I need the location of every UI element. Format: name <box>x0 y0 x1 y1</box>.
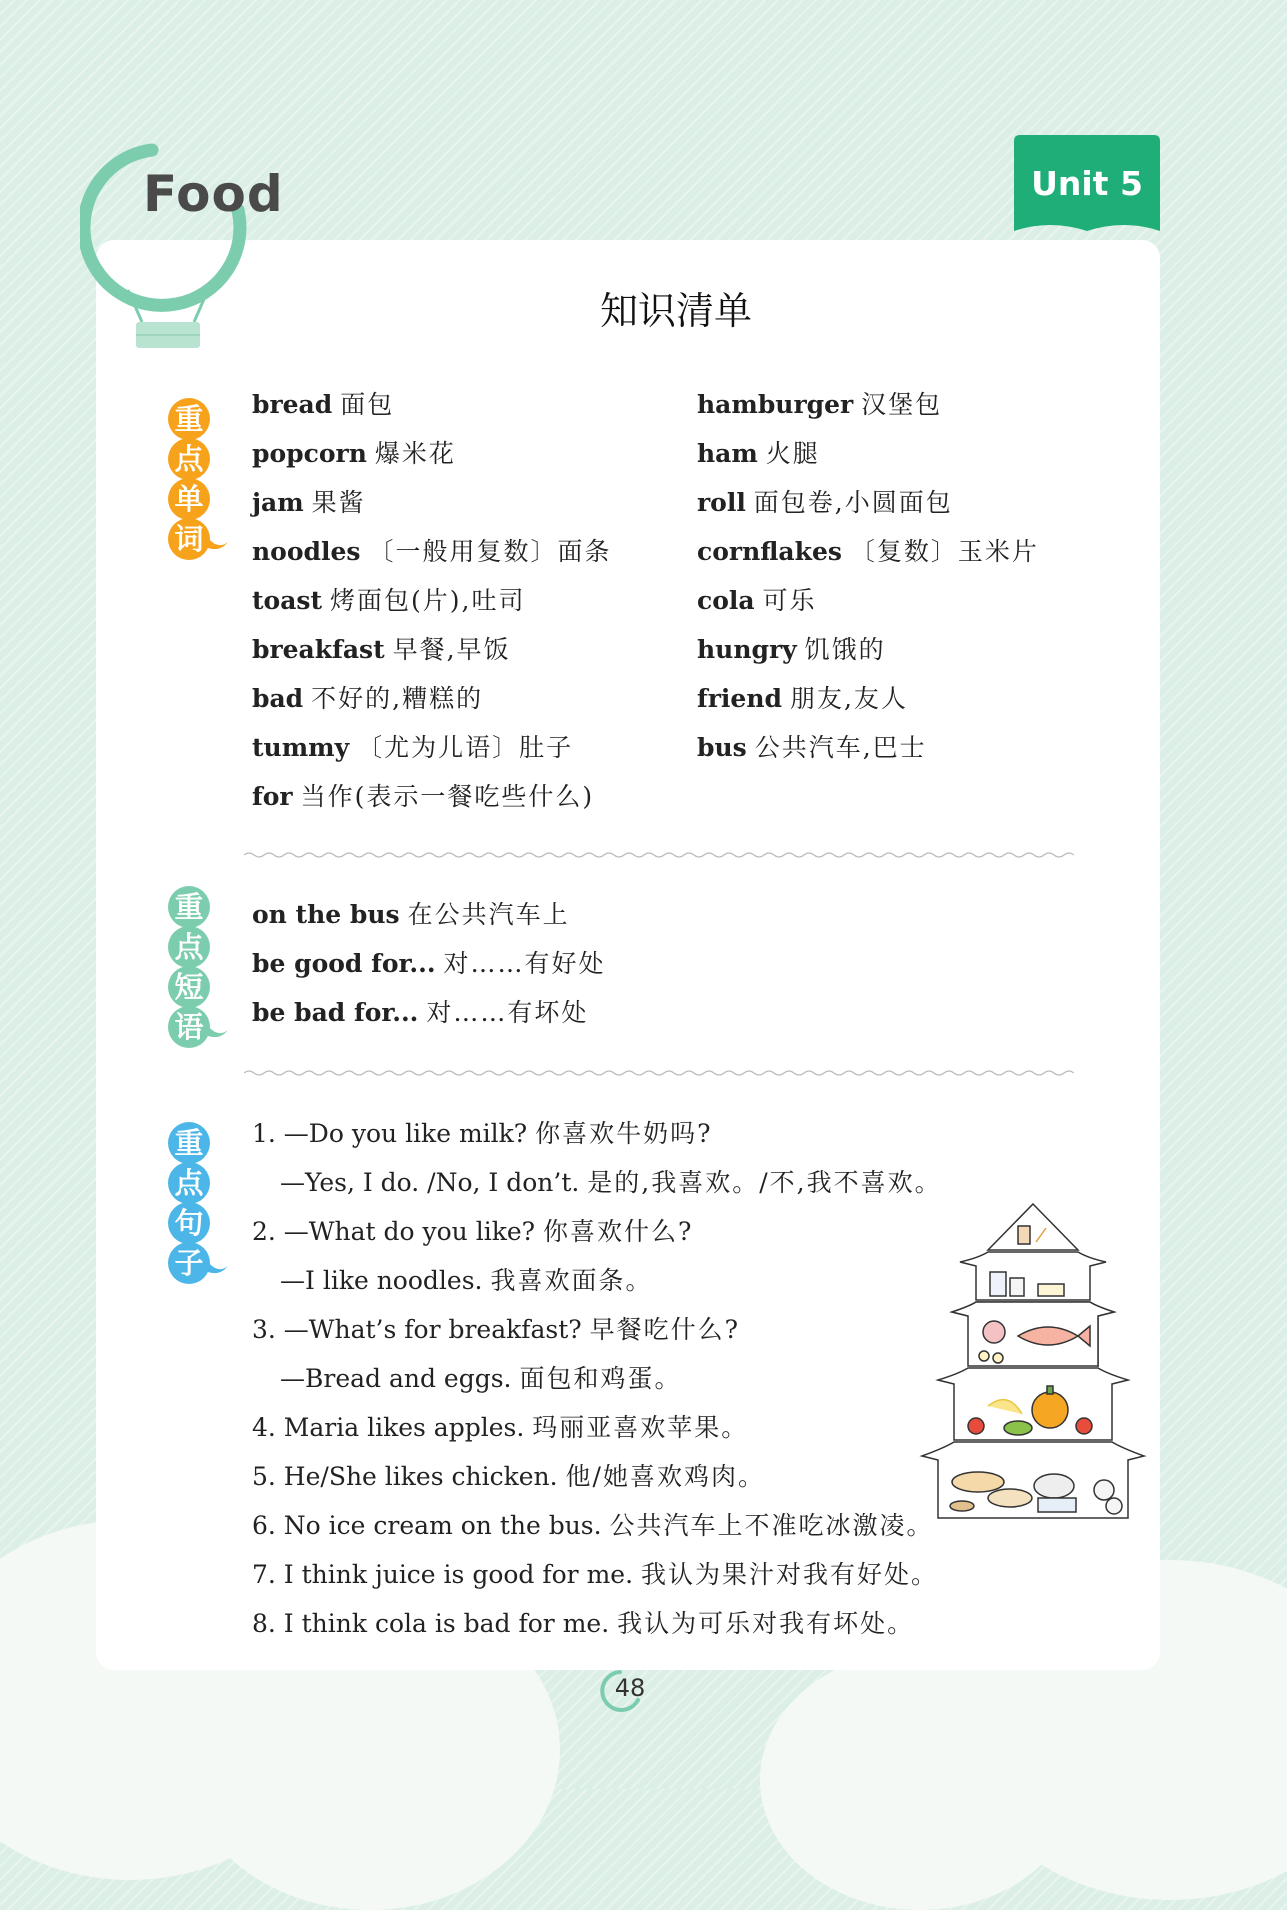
vocab-item <box>252 537 611 567</box>
vocab-zh: 可乐 <box>762 586 817 615</box>
sentence-en: —I like noodles. <box>280 1266 483 1295</box>
sentence-en: 3. —What’s for breakfast? <box>252 1315 582 1344</box>
vocab-en: bread <box>252 390 333 419</box>
vocab-zh: 烤面包(片),吐司 <box>330 586 526 615</box>
phrase-zh: 对……有好处 <box>443 949 606 978</box>
vocab-zh: 〔复数〕玉米片 <box>849 537 1039 566</box>
sentence-line <box>252 1560 938 1590</box>
vocab-en: cola <box>697 586 755 615</box>
sentence-line <box>252 1609 914 1639</box>
phrases-tag <box>168 886 214 1046</box>
vocab-item <box>252 390 394 420</box>
wavy-divider <box>244 851 1074 859</box>
vocabulary-tag <box>168 398 214 558</box>
sentence-line <box>252 1462 765 1492</box>
page-heading: 知识清单 <box>599 289 752 333</box>
vocab-en: roll <box>697 488 746 517</box>
vocab-en: for <box>252 782 293 811</box>
vocab-zh: 汉堡包 <box>861 390 943 419</box>
tag-tail-icon <box>208 1262 228 1276</box>
tag-char: 句 <box>168 1202 210 1244</box>
tag-char: 点 <box>168 1162 210 1204</box>
sentence-zh: 公共汽车上不准吃冰激凌。 <box>609 1511 934 1540</box>
sentence-en: 7. I think juice is good for me. <box>252 1560 634 1589</box>
vocab-en: hamburger <box>697 390 854 419</box>
vocab-zh: 饥饿的 <box>804 635 886 664</box>
vocab-zh: 火腿 <box>765 439 820 468</box>
sentence-line <box>280 1364 681 1394</box>
phrase-en: on the bus <box>252 900 400 929</box>
vocab-zh: 面包卷,小圆面包 <box>753 488 953 517</box>
vocab-item <box>252 684 483 714</box>
page-number: 48 <box>614 1674 646 1702</box>
phrase-item <box>252 998 588 1028</box>
sentence-en: —Yes, I do. /No, I don’t. <box>280 1168 580 1197</box>
sentence-zh: 你喜欢牛奶吗? <box>535 1119 713 1148</box>
sentence-zh: 我认为果汁对我有好处。 <box>640 1560 938 1589</box>
vocab-item <box>697 390 942 420</box>
sentence-zh: 是的,我喜欢。/不,我不喜欢。 <box>587 1168 942 1197</box>
tag-char: 重 <box>168 398 210 440</box>
sentence-en: —Bread and eggs. <box>280 1364 512 1393</box>
vocab-zh: 不好的,糟糕的 <box>311 684 484 713</box>
phrase-zh: 在公共汽车上 <box>407 900 570 929</box>
vocab-en: bad <box>252 684 304 713</box>
vocab-item <box>697 439 820 469</box>
sentence-en: 4. Maria likes apples. <box>252 1413 525 1442</box>
vocab-zh: 果酱 <box>311 488 366 517</box>
tag-char: 点 <box>168 438 210 480</box>
tag-char: 子 <box>168 1242 210 1284</box>
vocab-zh: 爆米花 <box>374 439 456 468</box>
vocab-en: bus <box>697 733 747 762</box>
phrase-item <box>252 949 606 979</box>
sentence-line <box>252 1413 748 1443</box>
sentence-en: 2. —What do you like? <box>252 1217 536 1246</box>
vocab-item <box>697 586 817 616</box>
vocab-zh: 公共汽车,巴士 <box>754 733 927 762</box>
vocab-zh: 〔尤为儿语〕肚子 <box>357 733 574 762</box>
unit-label: Unit 5 <box>1031 164 1143 203</box>
vocab-item <box>252 782 594 812</box>
vocab-en: noodles <box>252 537 361 566</box>
sentence-zh: 早餐吃什么? <box>589 1315 741 1344</box>
sentence-en: 6. No ice cream on the bus. <box>252 1511 602 1540</box>
sentence-line <box>252 1315 740 1345</box>
vocab-item <box>252 733 573 763</box>
vocab-en: tummy <box>252 733 350 762</box>
vocab-en: hungry <box>697 635 797 664</box>
vocab-en: friend <box>697 684 782 713</box>
tag-tail-icon <box>208 538 228 552</box>
sentence-line <box>252 1217 693 1247</box>
vocab-en: jam <box>252 488 304 517</box>
cloud-decoration <box>760 1650 1080 1910</box>
vocab-en: toast <box>252 586 323 615</box>
sentence-zh: 我喜欢面条。 <box>490 1266 653 1295</box>
sentence-zh: 玛丽亚喜欢苹果。 <box>532 1413 749 1442</box>
tag-char: 重 <box>168 886 210 928</box>
sentence-zh: 你喜欢什么? <box>543 1217 694 1246</box>
vocab-item <box>697 684 908 714</box>
phrase-en: be good for... <box>252 949 436 978</box>
vocab-zh: 当作(表示一餐吃些什么) <box>300 782 595 811</box>
vocab-item <box>252 635 511 665</box>
tag-tail-icon <box>208 1026 228 1040</box>
tag-char: 单 <box>168 478 210 520</box>
sentence-en: 5. He/She likes chicken. <box>252 1462 558 1491</box>
vocab-item <box>697 733 927 763</box>
tag-char: 语 <box>168 1006 210 1048</box>
tag-char: 重 <box>168 1122 210 1164</box>
vocab-en: cornflakes <box>697 537 842 566</box>
vocab-en: breakfast <box>252 635 385 664</box>
tag-char: 短 <box>168 966 210 1008</box>
phrase-zh: 对……有坏处 <box>426 998 589 1027</box>
tag-char: 词 <box>168 518 210 560</box>
unit-title: Food <box>143 165 284 223</box>
sentences-tag <box>168 1122 214 1282</box>
sentence-line <box>252 1511 934 1541</box>
vocab-item <box>697 488 953 518</box>
vocab-zh: 朋友,友人 <box>789 684 908 713</box>
sentence-en: 8. I think cola is bad for me. <box>252 1609 610 1638</box>
sentence-en: 1. —Do you like milk? <box>252 1119 528 1148</box>
vocab-zh: 〔一般用复数〕面条 <box>368 537 612 566</box>
sentence-zh: 我认为可乐对我有坏处。 <box>617 1609 915 1638</box>
vocab-item <box>697 635 886 665</box>
wavy-divider <box>244 1069 1074 1077</box>
vocab-zh: 早餐,早饭 <box>392 635 511 664</box>
sentence-line <box>280 1266 652 1296</box>
phrase-item <box>252 900 570 930</box>
sentence-line <box>252 1119 713 1149</box>
vocab-zh: 面包 <box>340 390 395 419</box>
phrase-en: be bad for... <box>252 998 419 1027</box>
food-pyramid-illustration <box>918 1200 1148 1530</box>
vocab-item <box>697 537 1039 567</box>
sentence-line <box>280 1168 942 1198</box>
vocab-en: ham <box>697 439 758 468</box>
vocab-en: popcorn <box>252 439 367 468</box>
sentence-zh: 他/她喜欢鸡肉。 <box>565 1462 765 1491</box>
vocab-item <box>252 488 366 518</box>
sentence-zh: 面包和鸡蛋。 <box>519 1364 682 1393</box>
tag-char: 点 <box>168 926 210 968</box>
vocab-item <box>252 586 525 616</box>
vocab-item <box>252 439 456 469</box>
